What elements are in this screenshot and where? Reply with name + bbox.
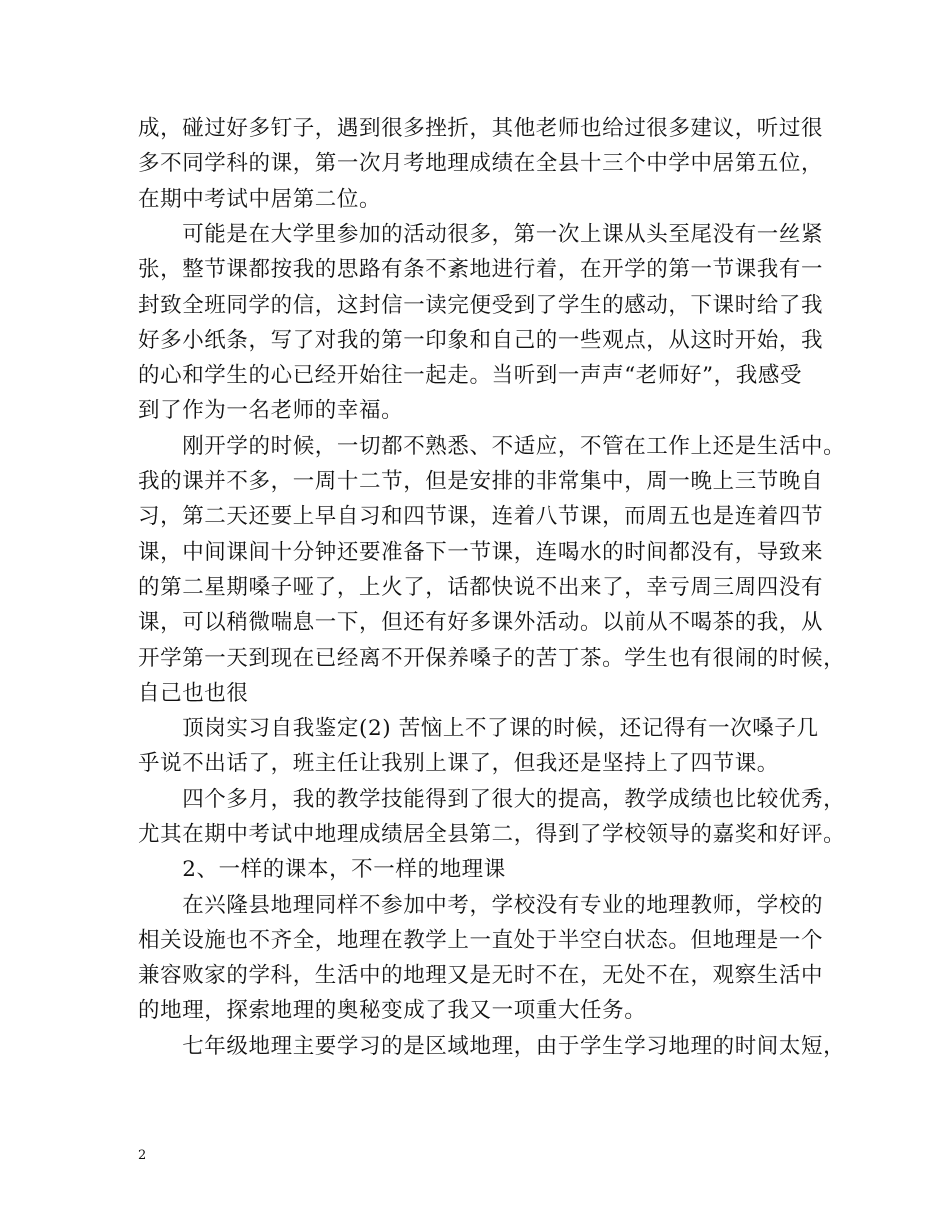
text-line: 可能是在大学里参加的活动很多，第一次上课从头至尾没有一丝紧 bbox=[138, 222, 824, 247]
text-line: 尤其在期中考试中地理成绩居全县第二，得到了学校领导的嘉奖和好评。 bbox=[138, 822, 846, 847]
text-line: 的心和学生的心已经开始往一起走。当听到一声声“老师好”，我感受 bbox=[138, 363, 803, 388]
text-line: 封致全班同学的信，这封信一读完便受到了学生的感动，下课时给了我 bbox=[138, 293, 824, 318]
text-line: 乎说不出话了，班主任让我别上课了，但我还是坚持上了四节课。 bbox=[138, 751, 779, 776]
text-line: 在期中考试中居第二位。 bbox=[138, 187, 382, 212]
text-line: 的第二星期嗓子哑了，上火了，话都快说不出来了，幸亏周三周四没有 bbox=[138, 575, 824, 600]
text-line: 成，碰过好多钉子，遇到很多挫折，其他老师也给过很多建议，听过很 bbox=[138, 116, 824, 141]
text-line: 好多小纸条，写了对我的第一印象和自己的一些观点，从这时开始，我 bbox=[138, 328, 824, 353]
text-line: 张，整节课都按我的思路有条不紊地进行着，在开学的第一节课我有一 bbox=[138, 257, 824, 282]
page-number: 2 bbox=[138, 1148, 147, 1163]
text-line: 习，第二天还要上早自习和四节课，连着八节课，而周五也是连着四节 bbox=[138, 504, 824, 529]
text-line: 我的课并不多，一周十二节，但是安排的非常集中，周一晚上三节晚自 bbox=[138, 469, 824, 494]
text-line: 四个多月，我的教学技能得到了很大的提高，教学成绩也比较优秀， bbox=[138, 787, 846, 812]
text-line: 到了作为一名老师的幸福。 bbox=[138, 398, 404, 423]
text-line: 自己也也很 bbox=[138, 681, 249, 706]
text-line: 多不同学科的课，第一次月考地理成绩在全县十三个中学中居第五位， bbox=[138, 151, 824, 176]
text-line: 的地理，探索地理的奥秘变成了我又一项重大任务。 bbox=[138, 998, 647, 1023]
text-line: 在兴隆县地理同样不参加中考，学校没有专业的地理教师，学校的 bbox=[138, 893, 824, 918]
text-line: 七年级地理主要学习的是区域地理，由于学生学习地理的时间太短， bbox=[138, 1034, 846, 1059]
text-line: 开学第一天到现在已经离不开保养嗓子的苦丁茶。学生也有很闹的时候， bbox=[138, 646, 846, 671]
text-line: 刚开学的时候，一切都不熟悉、不适应，不管在工作上还是生活中。 bbox=[138, 434, 846, 459]
text-line: 顶岗实习自我鉴定(2) 苦恼上不了课的时候，还记得有一次嗓子几 bbox=[138, 716, 819, 741]
text-line: 课，中间课间十分钟还要准备下一节课，连喝水的时间都没有，导致来 bbox=[138, 540, 824, 565]
text-line: 2、一样的课本，不一样的地理课 bbox=[138, 857, 506, 882]
text-line: 相关设施也不齐全，地理在教学上一直处于半空白状态。但地理是一个 bbox=[138, 928, 824, 953]
text-line: 兼容败家的学科，生活中的地理又是无时不在，无处不在，观察生活中 bbox=[138, 963, 824, 988]
text-line: 课，可以稍微喘息一下，但还有好多课外活动。以前从不喝茶的我，从 bbox=[138, 610, 824, 635]
